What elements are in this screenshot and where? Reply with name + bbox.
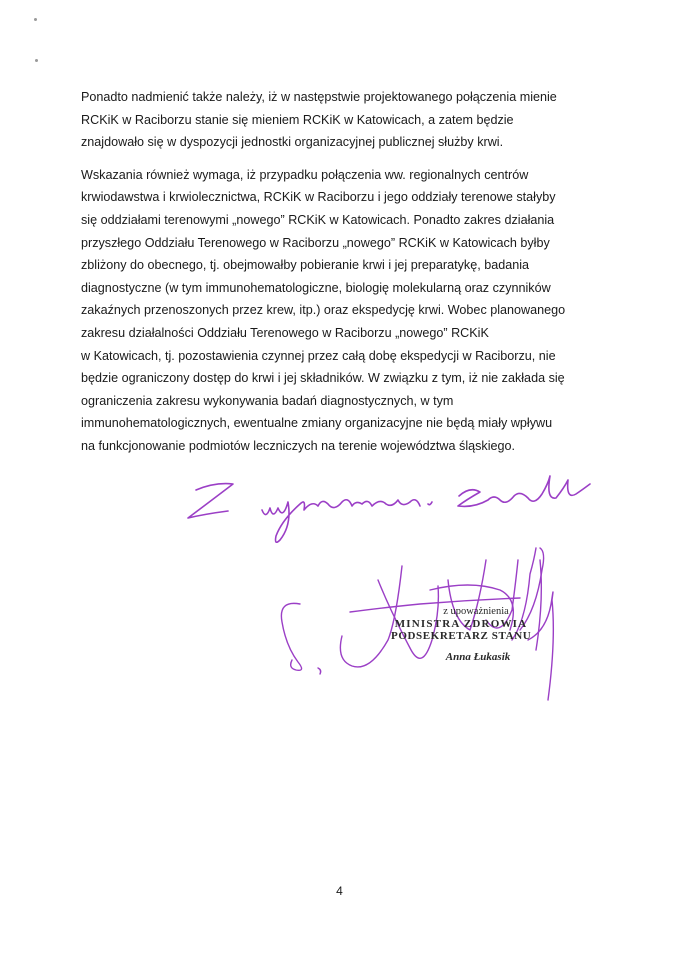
- text-line: w Katowicach, tj. pozostawienia czynnej przez całą dobę ekspedycji w Raciborzu, nie: [81, 348, 556, 363]
- stamp-ministry: MINISTRA ZDROWIA: [394, 618, 528, 630]
- text-line: znajdowało się w dyspozycji jednostki organizacyjnej publicznej służby krwi.: [81, 135, 504, 150]
- text-line: Ponadto nadmienić także należy, iż w następstwie projektowanego połączenia mienie: [81, 90, 557, 104]
- text-line: będzie ograniczony dostęp do krwi i jej składników. W związku z tym, iż nie zakłada się: [81, 371, 565, 386]
- text-line: zbliżony do obecnego, tj. obejmowałby pobieranie krwi i jej preparatykę, badania: [81, 258, 530, 273]
- official-stamp: [391, 606, 531, 664]
- text-line: przyszłego Oddziału Terenowego w Raciborzu „nowego” RCKiK w Katowicach byłby: [81, 235, 550, 250]
- text-line: diagnostyczne (w tym immunohematologiczne, biologię molekularną oraz czynników: [81, 280, 551, 295]
- text-line: się oddziałami terenowymi „nowego” RCKiK w Katowicach. Ponadto zakres działania: [81, 212, 555, 227]
- text-line: na funkcjonowanie podmiotów leczniczych na terenie województwa śląskiego.: [81, 438, 516, 453]
- text-line: immunohematologicznych, ewentualne zmiany organizacyjne nie będą miały wpływu: [81, 416, 553, 431]
- text-line: zakaźnych przenoszonych przez krew, itp.) oraz ekspedycję krwi. Wobec planowanego: [81, 303, 566, 318]
- text-line: krwiodawstwa i krwiolecznictwa, RCKiK w Raciborzu i jego oddziały terenowe stałyby: [81, 190, 556, 205]
- text-line: Wskazania również wymaga, iż przypadku połączenia ww. regionalnych centrów: [81, 167, 529, 182]
- handwritten-closing: [188, 476, 590, 542]
- text-line: zakresu działalności Oddziału Terenowego w Raciborzu „nowego” RCKiK: [81, 325, 489, 340]
- stamp-authorization: z upoważnienia: [443, 606, 509, 617]
- stamp-signatory-name: Anna Łukasik: [445, 651, 511, 663]
- page-number: 4: [336, 884, 343, 898]
- text-line: RCKiK w Raciborzu stanie się mieniem RCKiK w Katowicach, a zatem będzie: [81, 112, 514, 127]
- stamp-title: PODSEKRETARZ STANU: [391, 630, 532, 642]
- text-line: ograniczenia zakresu wykonywania badań diagnostycznych, w tym: [81, 393, 454, 408]
